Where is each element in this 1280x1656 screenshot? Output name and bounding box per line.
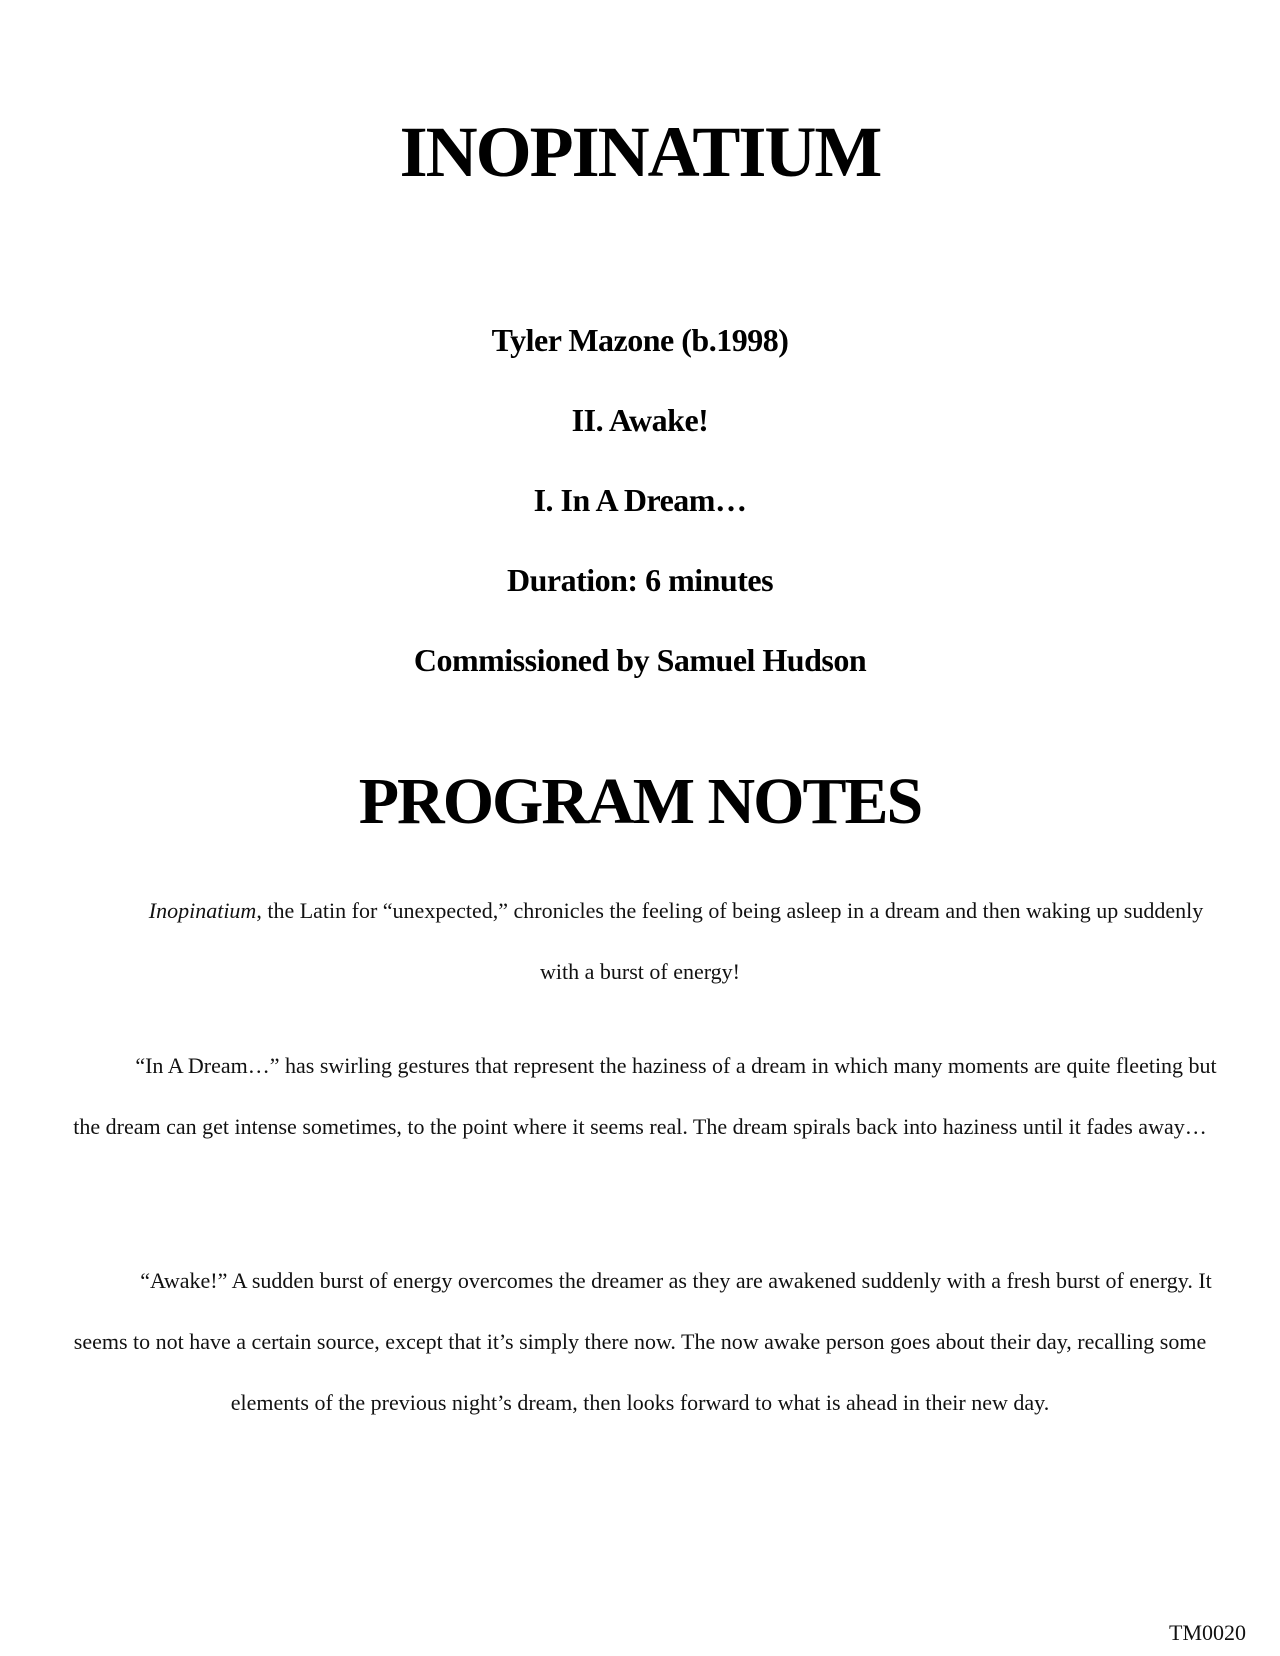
duration-line: Duration: 6 minutes <box>506 562 774 598</box>
program-note-paragraph-1 <box>60 880 1220 1002</box>
program-note-paragraph-2 <box>60 1035 1220 1157</box>
movement-2-line: II. Awake! <box>571 402 709 438</box>
catalog-code: TM0020 <box>1169 1620 1246 1645</box>
paragraph-3-text: “Awake!” A sudden burst of energy overcomes the dreamer as they are awakened suddenly with a fresh burst of energy. It seems to not have a certain source, except that it’s simply there now. The now awake person goes about their day, recalling some elements of the previous night’s dream, then looks forward to what is ahead in their new day. <box>73 1268 1212 1415</box>
movement-1-line: I. In A Dream… <box>533 482 747 518</box>
composer-line: Tyler Mazone (b.1998) <box>491 322 789 358</box>
piece-info <box>0 318 1280 718</box>
program-note-paragraph-3 <box>60 1250 1220 1433</box>
piece-title-italic: Inopinatium <box>148 898 257 923</box>
paragraph-2-text: “In A Dream…” has swirling gestures that represent the haziness of a dream in which many moments are quite fleeting but the dream can get intense sometimes, to the point where it seems real. The dream spirals back into haziness until it fades away… <box>73 1053 1217 1139</box>
piece-title: INOPINATIUM <box>399 112 881 192</box>
paragraph-1-text: , the Latin for “unexpected,” chronicles the feeling of being asleep in a dream and then waking up suddenly with a burst of energy! <box>256 898 1204 984</box>
program-notes-heading: PROGRAM NOTES <box>358 765 922 838</box>
commission-line: Commissioned by Samuel Hudson <box>413 642 867 678</box>
